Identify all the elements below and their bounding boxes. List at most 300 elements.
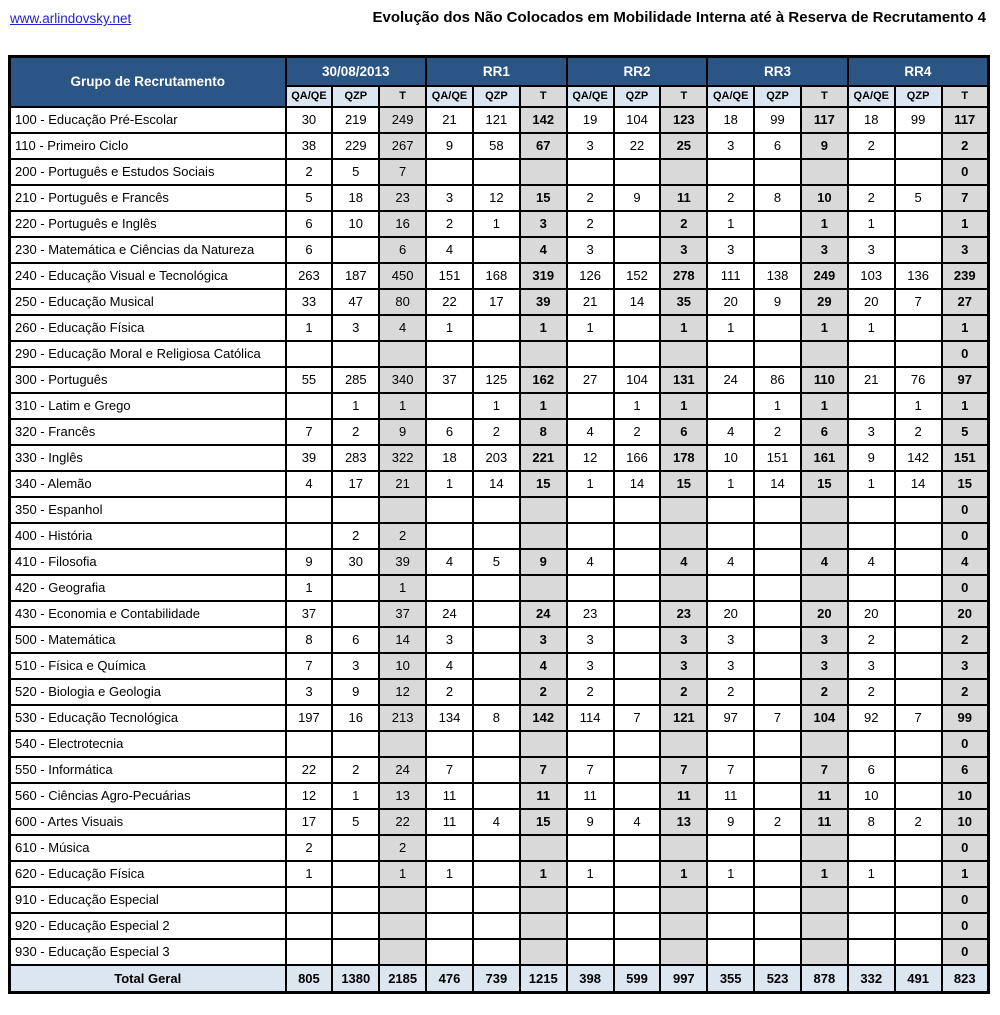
cell: 1: [707, 861, 754, 887]
table-row: [10, 549, 989, 575]
cell: 4: [426, 237, 473, 263]
cell: [286, 887, 333, 913]
subcol-header-4-1: QZP: [895, 86, 942, 107]
cell: 1: [520, 315, 567, 341]
cell: 14: [895, 471, 942, 497]
cell: 1: [473, 393, 520, 419]
cell: 6: [848, 757, 895, 783]
cell: [614, 887, 661, 913]
cell: 30: [332, 549, 379, 575]
cell: 1: [426, 315, 473, 341]
subcol-header-0-1: QZP: [332, 86, 379, 107]
table-row: [10, 393, 989, 419]
cell: 4: [848, 549, 895, 575]
cell: 3: [707, 653, 754, 679]
cell: 125: [473, 367, 520, 393]
cell: 2: [286, 159, 333, 185]
total-cell: 599: [614, 965, 661, 993]
cell: 23: [379, 185, 426, 211]
cell: 1: [707, 315, 754, 341]
cell: 3: [286, 679, 333, 705]
cell: 15: [520, 809, 567, 835]
cell: 1: [942, 393, 989, 419]
cell: 3: [332, 315, 379, 341]
cell: [286, 497, 333, 523]
cell: [426, 913, 473, 939]
cell: 1: [848, 211, 895, 237]
cell: [379, 731, 426, 757]
cell: 12: [567, 445, 614, 471]
page-title: Evolução dos Não Colocados em Mobilidade Interna até à Reserva de Recrutamento 4: [372, 9, 986, 26]
row-label: 550 - Informática: [10, 757, 286, 783]
cell: [660, 835, 707, 861]
cell: 11: [567, 783, 614, 809]
cell: [473, 627, 520, 653]
cell: [567, 341, 614, 367]
cell: 1: [942, 211, 989, 237]
cell: [567, 887, 614, 913]
cell: 16: [379, 211, 426, 237]
cell: [754, 211, 801, 237]
cell: 15: [801, 471, 848, 497]
cell: 7: [520, 757, 567, 783]
cell: 121: [660, 705, 707, 731]
cell: 103: [848, 263, 895, 289]
table-row: [10, 627, 989, 653]
cell: 3: [801, 653, 848, 679]
subcol-header-1-1: QZP: [473, 86, 520, 107]
table-row: [10, 939, 989, 965]
cell: [754, 237, 801, 263]
cell: [895, 341, 942, 367]
cell: 1: [567, 315, 614, 341]
total-cell: 491: [895, 965, 942, 993]
cell: [520, 731, 567, 757]
cell: 0: [942, 835, 989, 861]
cell: [332, 913, 379, 939]
table-body: [10, 107, 989, 993]
cell: 4: [379, 315, 426, 341]
cell: 55: [286, 367, 333, 393]
cell: [801, 497, 848, 523]
cell: 3: [942, 653, 989, 679]
subcol-header-2-1: QZP: [614, 86, 661, 107]
cell: [614, 601, 661, 627]
cell: [660, 523, 707, 549]
cell: [848, 575, 895, 601]
cell: [848, 159, 895, 185]
table-row: [10, 237, 989, 263]
cell: 9: [379, 419, 426, 445]
cell: 10: [707, 445, 754, 471]
cell: 1: [473, 211, 520, 237]
cell: 0: [942, 939, 989, 965]
cell: 8: [520, 419, 567, 445]
cell: 203: [473, 445, 520, 471]
cell: [801, 887, 848, 913]
table-row: [10, 887, 989, 913]
cell: [707, 523, 754, 549]
cell: 0: [942, 731, 989, 757]
recruitment-table: [8, 55, 990, 994]
cell: 10: [942, 809, 989, 835]
cell: 152: [614, 263, 661, 289]
cell: 99: [754, 107, 801, 133]
cell: 20: [707, 601, 754, 627]
cell: [895, 861, 942, 887]
total-cell: 476: [426, 965, 473, 993]
cell: 9: [426, 133, 473, 159]
cell: [754, 939, 801, 965]
cell: 123: [660, 107, 707, 133]
cell: [660, 939, 707, 965]
cell: [660, 159, 707, 185]
table-row: [10, 107, 989, 133]
cell: 11: [520, 783, 567, 809]
cell: 1: [801, 861, 848, 887]
table-row: [10, 471, 989, 497]
cell: [895, 653, 942, 679]
cell: 76: [895, 367, 942, 393]
cell: 7: [660, 757, 707, 783]
cell: 1: [379, 393, 426, 419]
cell: 229: [332, 133, 379, 159]
cell: 1: [567, 471, 614, 497]
table-row: [10, 445, 989, 471]
cell: 4: [426, 549, 473, 575]
cell: 14: [473, 471, 520, 497]
cell: 37: [286, 601, 333, 627]
cell: 6: [660, 419, 707, 445]
cell: 15: [660, 471, 707, 497]
cell: 2: [942, 679, 989, 705]
cell: 2: [754, 419, 801, 445]
row-label: 210 - Português e Francês: [10, 185, 286, 211]
cell: 1: [801, 393, 848, 419]
table-head: [10, 57, 989, 107]
cell: [614, 913, 661, 939]
table-row: [10, 341, 989, 367]
row-label: 250 - Educação Musical: [10, 289, 286, 315]
cell: [895, 497, 942, 523]
table-row: [10, 185, 989, 211]
table-row: [10, 367, 989, 393]
row-label: 540 - Electrotecnia: [10, 731, 286, 757]
cell: 197: [286, 705, 333, 731]
cell: [286, 523, 333, 549]
cell: 11: [426, 783, 473, 809]
cell: 4: [567, 549, 614, 575]
cell: [614, 783, 661, 809]
subcol-header-1-0: QA/QE: [426, 86, 473, 107]
cell: 20: [801, 601, 848, 627]
cell: [332, 835, 379, 861]
cell: 4: [567, 419, 614, 445]
cell: [707, 159, 754, 185]
cell: 8: [754, 185, 801, 211]
cell: [473, 757, 520, 783]
cell: 278: [660, 263, 707, 289]
cell: 47: [332, 289, 379, 315]
cell: 10: [848, 783, 895, 809]
cell: 23: [660, 601, 707, 627]
cell: 221: [520, 445, 567, 471]
table-row: [10, 289, 989, 315]
cell: [473, 159, 520, 185]
subcol-header-1-2: T: [520, 86, 567, 107]
row-label: 300 - Português: [10, 367, 286, 393]
cell: 13: [379, 783, 426, 809]
cell: 58: [473, 133, 520, 159]
total-cell: 997: [660, 965, 707, 993]
cell: 8: [848, 809, 895, 835]
cell: 1: [707, 211, 754, 237]
cell: 187: [332, 263, 379, 289]
cell: 104: [801, 705, 848, 731]
cell: [473, 601, 520, 627]
cell: 29: [801, 289, 848, 315]
cell: 6: [286, 237, 333, 263]
table-row: [10, 159, 989, 185]
row-label: 290 - Educação Moral e Religiosa Católica: [10, 341, 286, 367]
cell: [614, 575, 661, 601]
cell: 18: [426, 445, 473, 471]
cell: 2: [379, 835, 426, 861]
cell: 3: [707, 133, 754, 159]
cell: 7: [801, 757, 848, 783]
cell: 1: [286, 315, 333, 341]
cell: 5: [473, 549, 520, 575]
cell: 2: [426, 679, 473, 705]
cell: [660, 731, 707, 757]
cell: 162: [520, 367, 567, 393]
cell: 30: [286, 107, 333, 133]
table-row: [10, 263, 989, 289]
cell: 3: [332, 653, 379, 679]
cell: [754, 627, 801, 653]
cell: 9: [286, 549, 333, 575]
cell: [660, 913, 707, 939]
cell: 39: [286, 445, 333, 471]
table-row: [10, 861, 989, 887]
cell: 3: [848, 237, 895, 263]
group-header-1: RR1: [426, 57, 567, 86]
total-cell: 1380: [332, 965, 379, 993]
cell: 178: [660, 445, 707, 471]
cell: [332, 237, 379, 263]
cell: 1: [942, 861, 989, 887]
cell: [379, 887, 426, 913]
cell: [567, 159, 614, 185]
cell: [895, 575, 942, 601]
cell: 1: [332, 393, 379, 419]
cell: 22: [426, 289, 473, 315]
total-cell: 739: [473, 965, 520, 993]
cell: [520, 341, 567, 367]
cell: [567, 731, 614, 757]
cell: [286, 341, 333, 367]
cell: [754, 575, 801, 601]
cell: [520, 523, 567, 549]
cell: 4: [660, 549, 707, 575]
cell: 4: [801, 549, 848, 575]
cell: [895, 133, 942, 159]
cell: 17: [473, 289, 520, 315]
cell: 1: [426, 861, 473, 887]
total-label: Total Geral: [10, 965, 286, 993]
cell: 27: [567, 367, 614, 393]
cell: 4: [520, 237, 567, 263]
cell: 1: [754, 393, 801, 419]
cell: 5: [286, 185, 333, 211]
cell: [426, 523, 473, 549]
table-row: [10, 783, 989, 809]
cell: [707, 887, 754, 913]
cell: 24: [379, 757, 426, 783]
cell: [801, 913, 848, 939]
cell: 2: [286, 835, 333, 861]
row-label: 560 - Ciências Agro-Pecuárias: [10, 783, 286, 809]
cell: 3: [567, 237, 614, 263]
cell: 2: [848, 133, 895, 159]
cell: 2: [332, 419, 379, 445]
cell: [614, 237, 661, 263]
cell: [801, 835, 848, 861]
cell: [754, 497, 801, 523]
cell: 6: [426, 419, 473, 445]
table-row: [10, 497, 989, 523]
table-row: [10, 809, 989, 835]
subcol-header-2-0: QA/QE: [567, 86, 614, 107]
cell: [707, 913, 754, 939]
cell: [754, 783, 801, 809]
cell: [473, 237, 520, 263]
cell: 9: [848, 445, 895, 471]
cell: 9: [567, 809, 614, 835]
table-row: [10, 575, 989, 601]
cell: 2: [567, 185, 614, 211]
cell: 2: [707, 679, 754, 705]
cell: [332, 341, 379, 367]
cell: 1: [895, 393, 942, 419]
cell: 4: [942, 549, 989, 575]
cell: 6: [754, 133, 801, 159]
cell: 12: [473, 185, 520, 211]
cell: [801, 575, 848, 601]
cell: 2: [660, 679, 707, 705]
cell: [520, 913, 567, 939]
cell: [707, 341, 754, 367]
row-label: 500 - Matemática: [10, 627, 286, 653]
cell: 1: [426, 471, 473, 497]
cell: 27: [942, 289, 989, 315]
row-label: 620 - Educação Física: [10, 861, 286, 887]
row-label: 310 - Latim e Grego: [10, 393, 286, 419]
cell: [286, 913, 333, 939]
subcol-header-2-2: T: [660, 86, 707, 107]
cell: [848, 341, 895, 367]
cell: 166: [614, 445, 661, 471]
cell: 22: [614, 133, 661, 159]
cell: [332, 939, 379, 965]
cell: 161: [801, 445, 848, 471]
cell: 2: [473, 419, 520, 445]
cell: 7: [614, 705, 661, 731]
cell: 0: [942, 497, 989, 523]
cell: 340: [379, 367, 426, 393]
cell: [754, 861, 801, 887]
cell: 2: [801, 679, 848, 705]
cell: 11: [707, 783, 754, 809]
cell: 117: [801, 107, 848, 133]
cell: 20: [942, 601, 989, 627]
cell: [801, 939, 848, 965]
cell: 13: [660, 809, 707, 835]
cell: 2: [567, 679, 614, 705]
cell: 1: [614, 393, 661, 419]
cell: [473, 497, 520, 523]
row-label: 260 - Educação Física: [10, 315, 286, 341]
cell: 17: [332, 471, 379, 497]
cell: 249: [379, 107, 426, 133]
row-label: 610 - Música: [10, 835, 286, 861]
cell: [895, 159, 942, 185]
group-header-2: RR2: [567, 57, 708, 86]
cell: 7: [379, 159, 426, 185]
cell: [895, 549, 942, 575]
cell: 142: [895, 445, 942, 471]
cell: 450: [379, 263, 426, 289]
table-row: [10, 523, 989, 549]
subcol-header-0-2: T: [379, 86, 426, 107]
cell: 114: [567, 705, 614, 731]
site-link[interactable]: www.arlindovsky.net: [10, 11, 132, 26]
cell: [895, 679, 942, 705]
cell: 7: [286, 419, 333, 445]
total-row: [10, 965, 989, 993]
cell: 99: [942, 705, 989, 731]
cell: 249: [801, 263, 848, 289]
cell: [707, 939, 754, 965]
cell: [473, 835, 520, 861]
cell: 17: [286, 809, 333, 835]
cell: 322: [379, 445, 426, 471]
cell: [332, 731, 379, 757]
cell: [379, 913, 426, 939]
cell: 9: [520, 549, 567, 575]
cell: 2: [895, 809, 942, 835]
total-cell: 878: [801, 965, 848, 993]
cell: [426, 575, 473, 601]
row-label: 930 - Educação Especial 3: [10, 939, 286, 965]
cell: [614, 211, 661, 237]
table-row: [10, 211, 989, 237]
cell: [473, 861, 520, 887]
cell: 2: [754, 809, 801, 835]
row-label: 200 - Português e Estudos Sociais: [10, 159, 286, 185]
cell: 3: [567, 133, 614, 159]
cell: [848, 523, 895, 549]
cell: 5: [942, 419, 989, 445]
cell: [520, 575, 567, 601]
row-label: 510 - Física e Química: [10, 653, 286, 679]
cell: 1: [379, 861, 426, 887]
cell: 11: [801, 783, 848, 809]
cell: [848, 731, 895, 757]
cell: 6: [379, 237, 426, 263]
cell: 86: [754, 367, 801, 393]
cell: [473, 653, 520, 679]
